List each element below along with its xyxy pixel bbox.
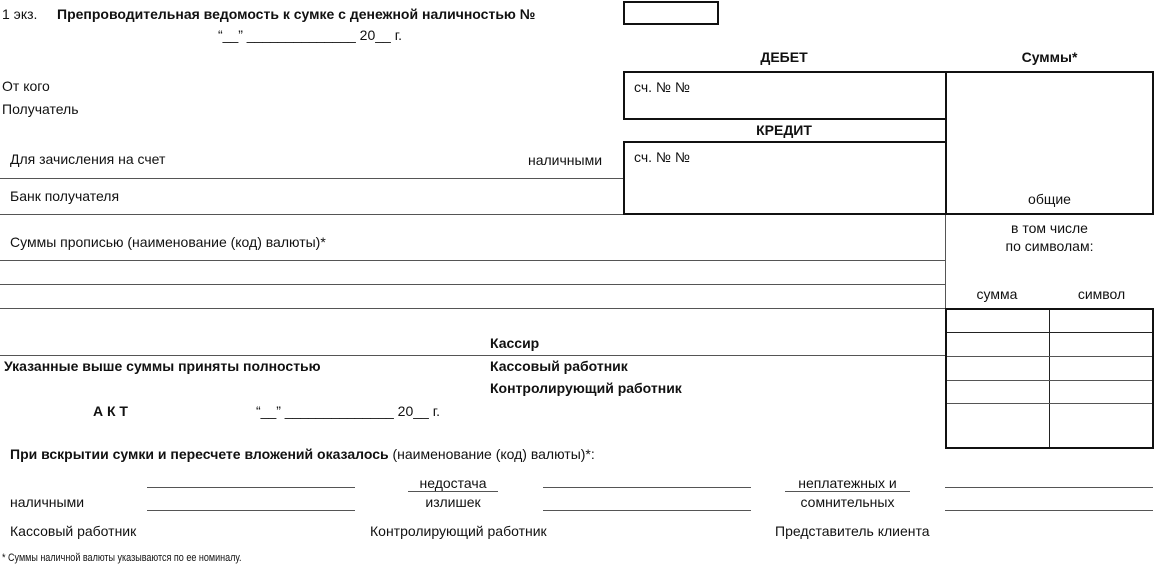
surplus-label: излишек <box>425 494 481 510</box>
client-rep-label: Представитель клиента <box>775 523 930 539</box>
symbols-table <box>945 308 1154 449</box>
sum-in-words-line[interactable] <box>0 284 945 285</box>
act-label: А К Т <box>93 403 128 419</box>
debit-account-box[interactable] <box>623 71 947 120</box>
header-date-line: “__” ______________ 20__ г. <box>218 27 403 43</box>
copy-number: 1 экз. <box>2 6 38 22</box>
cash-label: наличными <box>528 152 603 168</box>
act-intro-bold: При вскрытии сумки и пересчете вложений оказалось <box>10 446 389 462</box>
credit-account-label: сч. № № <box>634 149 690 165</box>
including-label: в том числе <box>1011 220 1088 236</box>
table-row[interactable] <box>947 356 1152 357</box>
divider-line <box>0 308 945 309</box>
divider-line <box>0 178 623 179</box>
divider-line <box>0 355 945 356</box>
table-row[interactable] <box>947 332 1152 333</box>
credit-label: КРЕДИТ <box>756 122 812 138</box>
cashier-label: Кассир <box>490 335 540 351</box>
nonpayment-label: неплатежных и <box>798 475 897 491</box>
sums-label: Суммы* <box>1021 49 1078 65</box>
debit-account-label: сч. № № <box>634 79 690 95</box>
divider-line <box>0 214 623 215</box>
act-controller-label: Контролирующий работник <box>370 523 547 539</box>
sum-in-words-line[interactable] <box>0 260 945 261</box>
form-title: Препроводительная ведомость к сумке с денежной наличностью № <box>57 6 536 22</box>
debit-label: ДЕБЕТ <box>760 49 808 65</box>
act-intro <box>10 446 595 462</box>
act-date-line: “__” ______________ 20__ г. <box>256 403 441 419</box>
shortage-surplus-divider <box>408 491 498 492</box>
act-cash-label: наличными <box>10 494 85 510</box>
table-row[interactable] <box>947 403 1152 404</box>
symbol-column-header: символ <box>1077 286 1126 302</box>
recipient-label: Получатель <box>2 101 79 117</box>
amount-line[interactable] <box>543 510 751 511</box>
doubtful-amount-line[interactable] <box>945 510 1153 511</box>
sum-in-words-label: Суммы прописью (наименование (код) валюты)* <box>10 234 326 250</box>
sums-total-box[interactable] <box>945 71 1154 215</box>
act-cash-worker-label: Кассовый работник <box>10 523 137 539</box>
amount-line[interactable] <box>543 487 751 488</box>
statement-number-field[interactable] <box>623 1 719 25</box>
act-intro-rest: (наименование (код) валюты)*: <box>388 446 595 462</box>
bank-label: Банк получателя <box>10 188 120 204</box>
credit-account-box[interactable] <box>623 141 947 215</box>
nonpayment-amount-line[interactable] <box>945 487 1153 488</box>
doubtful-label: сомнительных <box>800 494 895 510</box>
cash-surplus-line[interactable] <box>147 510 355 511</box>
shortage-label: недостача <box>419 475 487 491</box>
cash-worker-label: Кассовый работник <box>490 358 628 374</box>
symbols-table-divider <box>1049 310 1050 447</box>
controller-label: Контролирующий работник <box>490 380 682 396</box>
sum-column-header: сумма <box>976 286 1018 302</box>
table-row[interactable] <box>947 380 1152 381</box>
cash-shortage-line[interactable] <box>147 487 355 488</box>
accepted-label: Указанные выше суммы приняты полностью <box>4 358 321 374</box>
sums-total-label: общие <box>1028 191 1071 207</box>
footnote: * Суммы наличной валюты указываются по ее номиналу. <box>2 552 242 564</box>
to-account-label: Для зачисления на счет <box>10 151 166 167</box>
from-label: От кого <box>2 78 50 94</box>
by-symbols-label: по символам: <box>1005 238 1094 254</box>
nonpayment-divider <box>785 491 910 492</box>
